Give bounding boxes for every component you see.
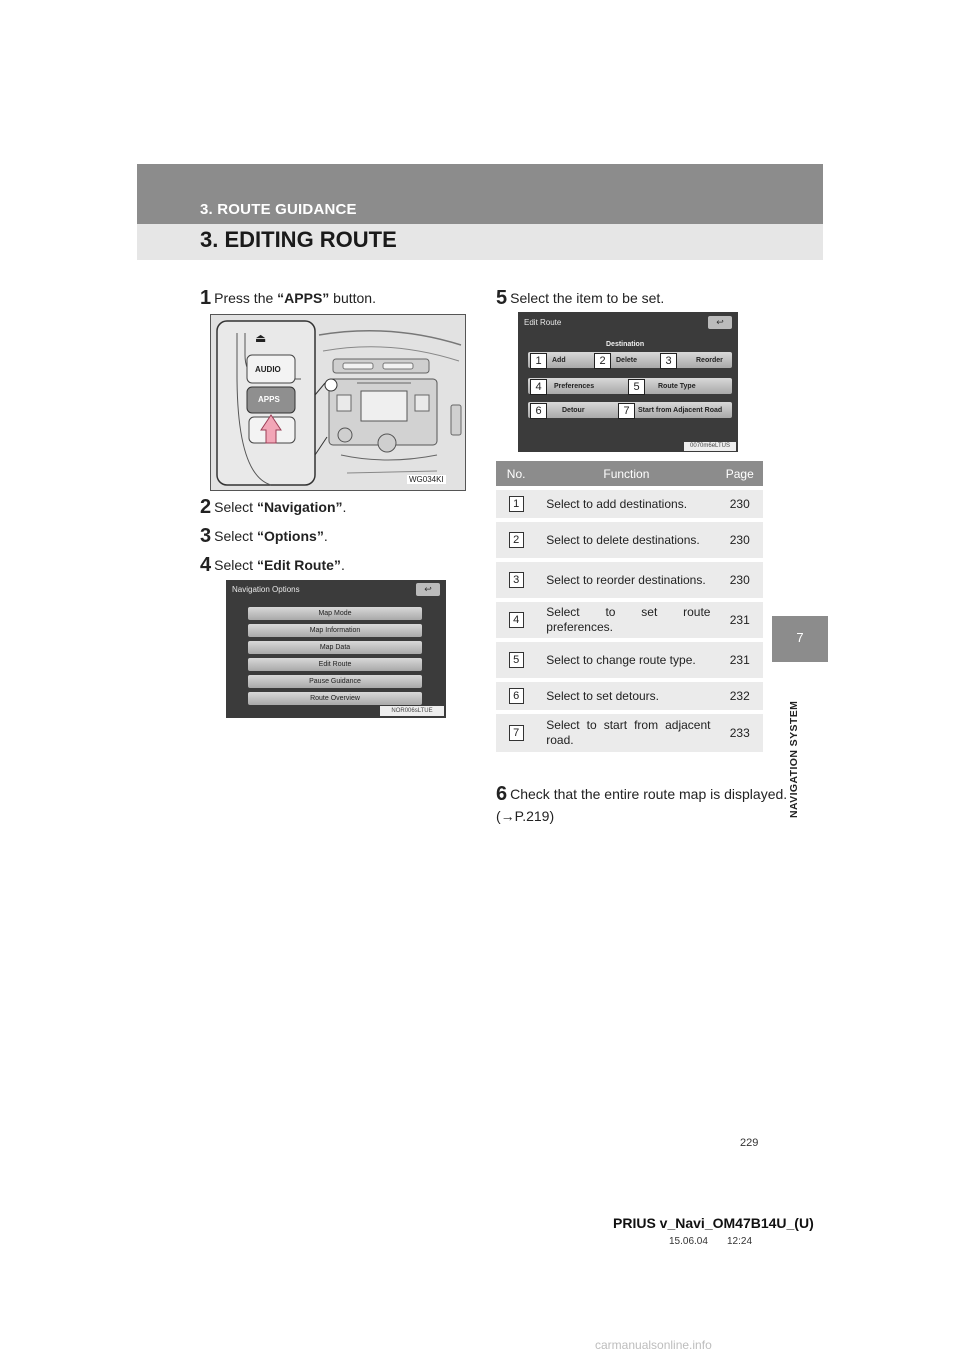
row-page: 233: [716, 712, 763, 752]
option-map-mode: Map Mode: [248, 607, 422, 620]
document-id: PRIUS v_Navi_OM47B14U_(U): [613, 1215, 814, 1231]
step-number: 5: [496, 287, 508, 309]
row-function: Select to change route type.: [536, 640, 716, 680]
step-1: 1 Press the “APPS” button.: [200, 287, 376, 309]
step-5: 5 Select the item to be set.: [496, 287, 665, 309]
table-row: [496, 680, 763, 712]
table-row: [496, 640, 763, 680]
row-page: 230: [716, 520, 763, 560]
row-number: 5: [509, 652, 524, 668]
console-illustration: [210, 314, 466, 491]
row-page: 231: [716, 640, 763, 680]
step-number: 2: [200, 496, 212, 518]
col-header-no: No.: [496, 461, 536, 488]
image-code: 0070m6eLTUS: [684, 442, 736, 451]
row-number: 6: [509, 688, 524, 704]
screen-title: Edit Route: [524, 318, 562, 327]
edit-route-screenshot: [518, 312, 738, 452]
back-arrow-icon: ↩: [416, 583, 440, 596]
badge-1: 1: [530, 353, 547, 369]
step-3: 3 Select “Options”.: [200, 525, 328, 547]
col-header-page: Page: [716, 461, 763, 488]
row-page: 231: [716, 600, 763, 640]
preferences-button: Preferences: [554, 383, 595, 390]
page-title: 3. EDITING ROUTE: [200, 227, 397, 252]
chapter-number: 7: [796, 630, 804, 645]
row-function: Select to delete destinations.: [536, 520, 716, 560]
function-table: [496, 461, 763, 752]
step-key: “Options”: [256, 528, 324, 544]
table-header-row: [496, 461, 763, 488]
apps-button: APPS: [258, 395, 280, 404]
delete-button: Delete: [616, 357, 638, 364]
route-type-button: Route Type: [658, 383, 696, 390]
chapter-label: NAVIGATION SYSTEM: [788, 700, 800, 818]
step-2: 2 Select “Navigation”.: [200, 496, 347, 518]
back-arrow-icon: ↩: [708, 316, 732, 329]
step-number: 6: [496, 783, 508, 805]
row-function: Select to start from adjacent road.: [536, 712, 716, 752]
table-row: [496, 520, 763, 560]
row-function: Select to set detours.: [536, 680, 716, 712]
row-page: 230: [716, 560, 763, 600]
row-number: 3: [509, 572, 524, 588]
row-number: 2: [509, 532, 524, 548]
row-function: Select to add destinations.: [536, 488, 716, 520]
badge-2: 2: [594, 353, 611, 369]
option-map-information: Map Information: [248, 624, 422, 637]
detour-button: Detour: [562, 407, 585, 414]
step-4: 4 Select “Edit Route”.: [200, 554, 345, 576]
navigation-options-screenshot: [226, 580, 446, 718]
option-route-overview: Route Overview: [248, 692, 422, 705]
row-function: Select to reorder destinations.: [536, 560, 716, 600]
badge-7: 7: [618, 403, 635, 419]
table-row: [496, 712, 763, 752]
badge-6: 6: [530, 403, 547, 419]
badge-4: 4: [530, 379, 547, 395]
col-header-function: Function: [536, 461, 716, 488]
row-page: 232: [716, 680, 763, 712]
image-code: NOR006sLTUE: [380, 706, 444, 716]
step-key: “Edit Route”: [256, 557, 341, 573]
console-drawing: [211, 315, 465, 490]
row-page: 230: [716, 488, 763, 520]
page-number: 229: [740, 1137, 759, 1149]
step-key: “Navigation”: [256, 499, 343, 515]
step-number: 4: [200, 554, 212, 576]
watermark: carmanualsonline.info: [595, 1338, 712, 1352]
document-date: 15.06.04: [669, 1236, 708, 1247]
step-key: “APPS”: [277, 290, 330, 306]
badge-5: 5: [628, 379, 645, 395]
table-row: [496, 488, 763, 520]
audio-button: AUDIO: [255, 365, 281, 374]
step-6: 6 Check that the entire route map is displayed. (→P.219): [496, 783, 788, 824]
add-button: Add: [552, 357, 566, 364]
option-pause-guidance: Pause Guidance: [248, 675, 422, 688]
step-number: 3: [200, 525, 212, 547]
table-row: [496, 600, 763, 640]
eject-icon: ⏏: [255, 331, 267, 345]
reorder-button: Reorder: [696, 357, 723, 364]
option-edit-route: Edit Route: [248, 658, 422, 671]
row-number: 7: [509, 725, 524, 741]
section-label: 3. ROUTE GUIDANCE: [200, 201, 357, 218]
step-number: 1: [200, 287, 212, 309]
option-map-data: Map Data: [248, 641, 422, 654]
badge-3: 3: [660, 353, 677, 369]
destination-heading: Destination: [606, 341, 645, 348]
document-time: 12:24: [727, 1236, 753, 1247]
row-number: 4: [509, 612, 524, 628]
screen-title: Navigation Options: [232, 585, 300, 594]
row-function: Select to set route preferences.: [536, 600, 716, 640]
image-code: WG034KI: [409, 475, 444, 484]
start-from-adjacent-road-button: Start from Adjacent Road: [638, 407, 723, 414]
row-number: 1: [509, 496, 524, 512]
table-row: [496, 560, 763, 600]
